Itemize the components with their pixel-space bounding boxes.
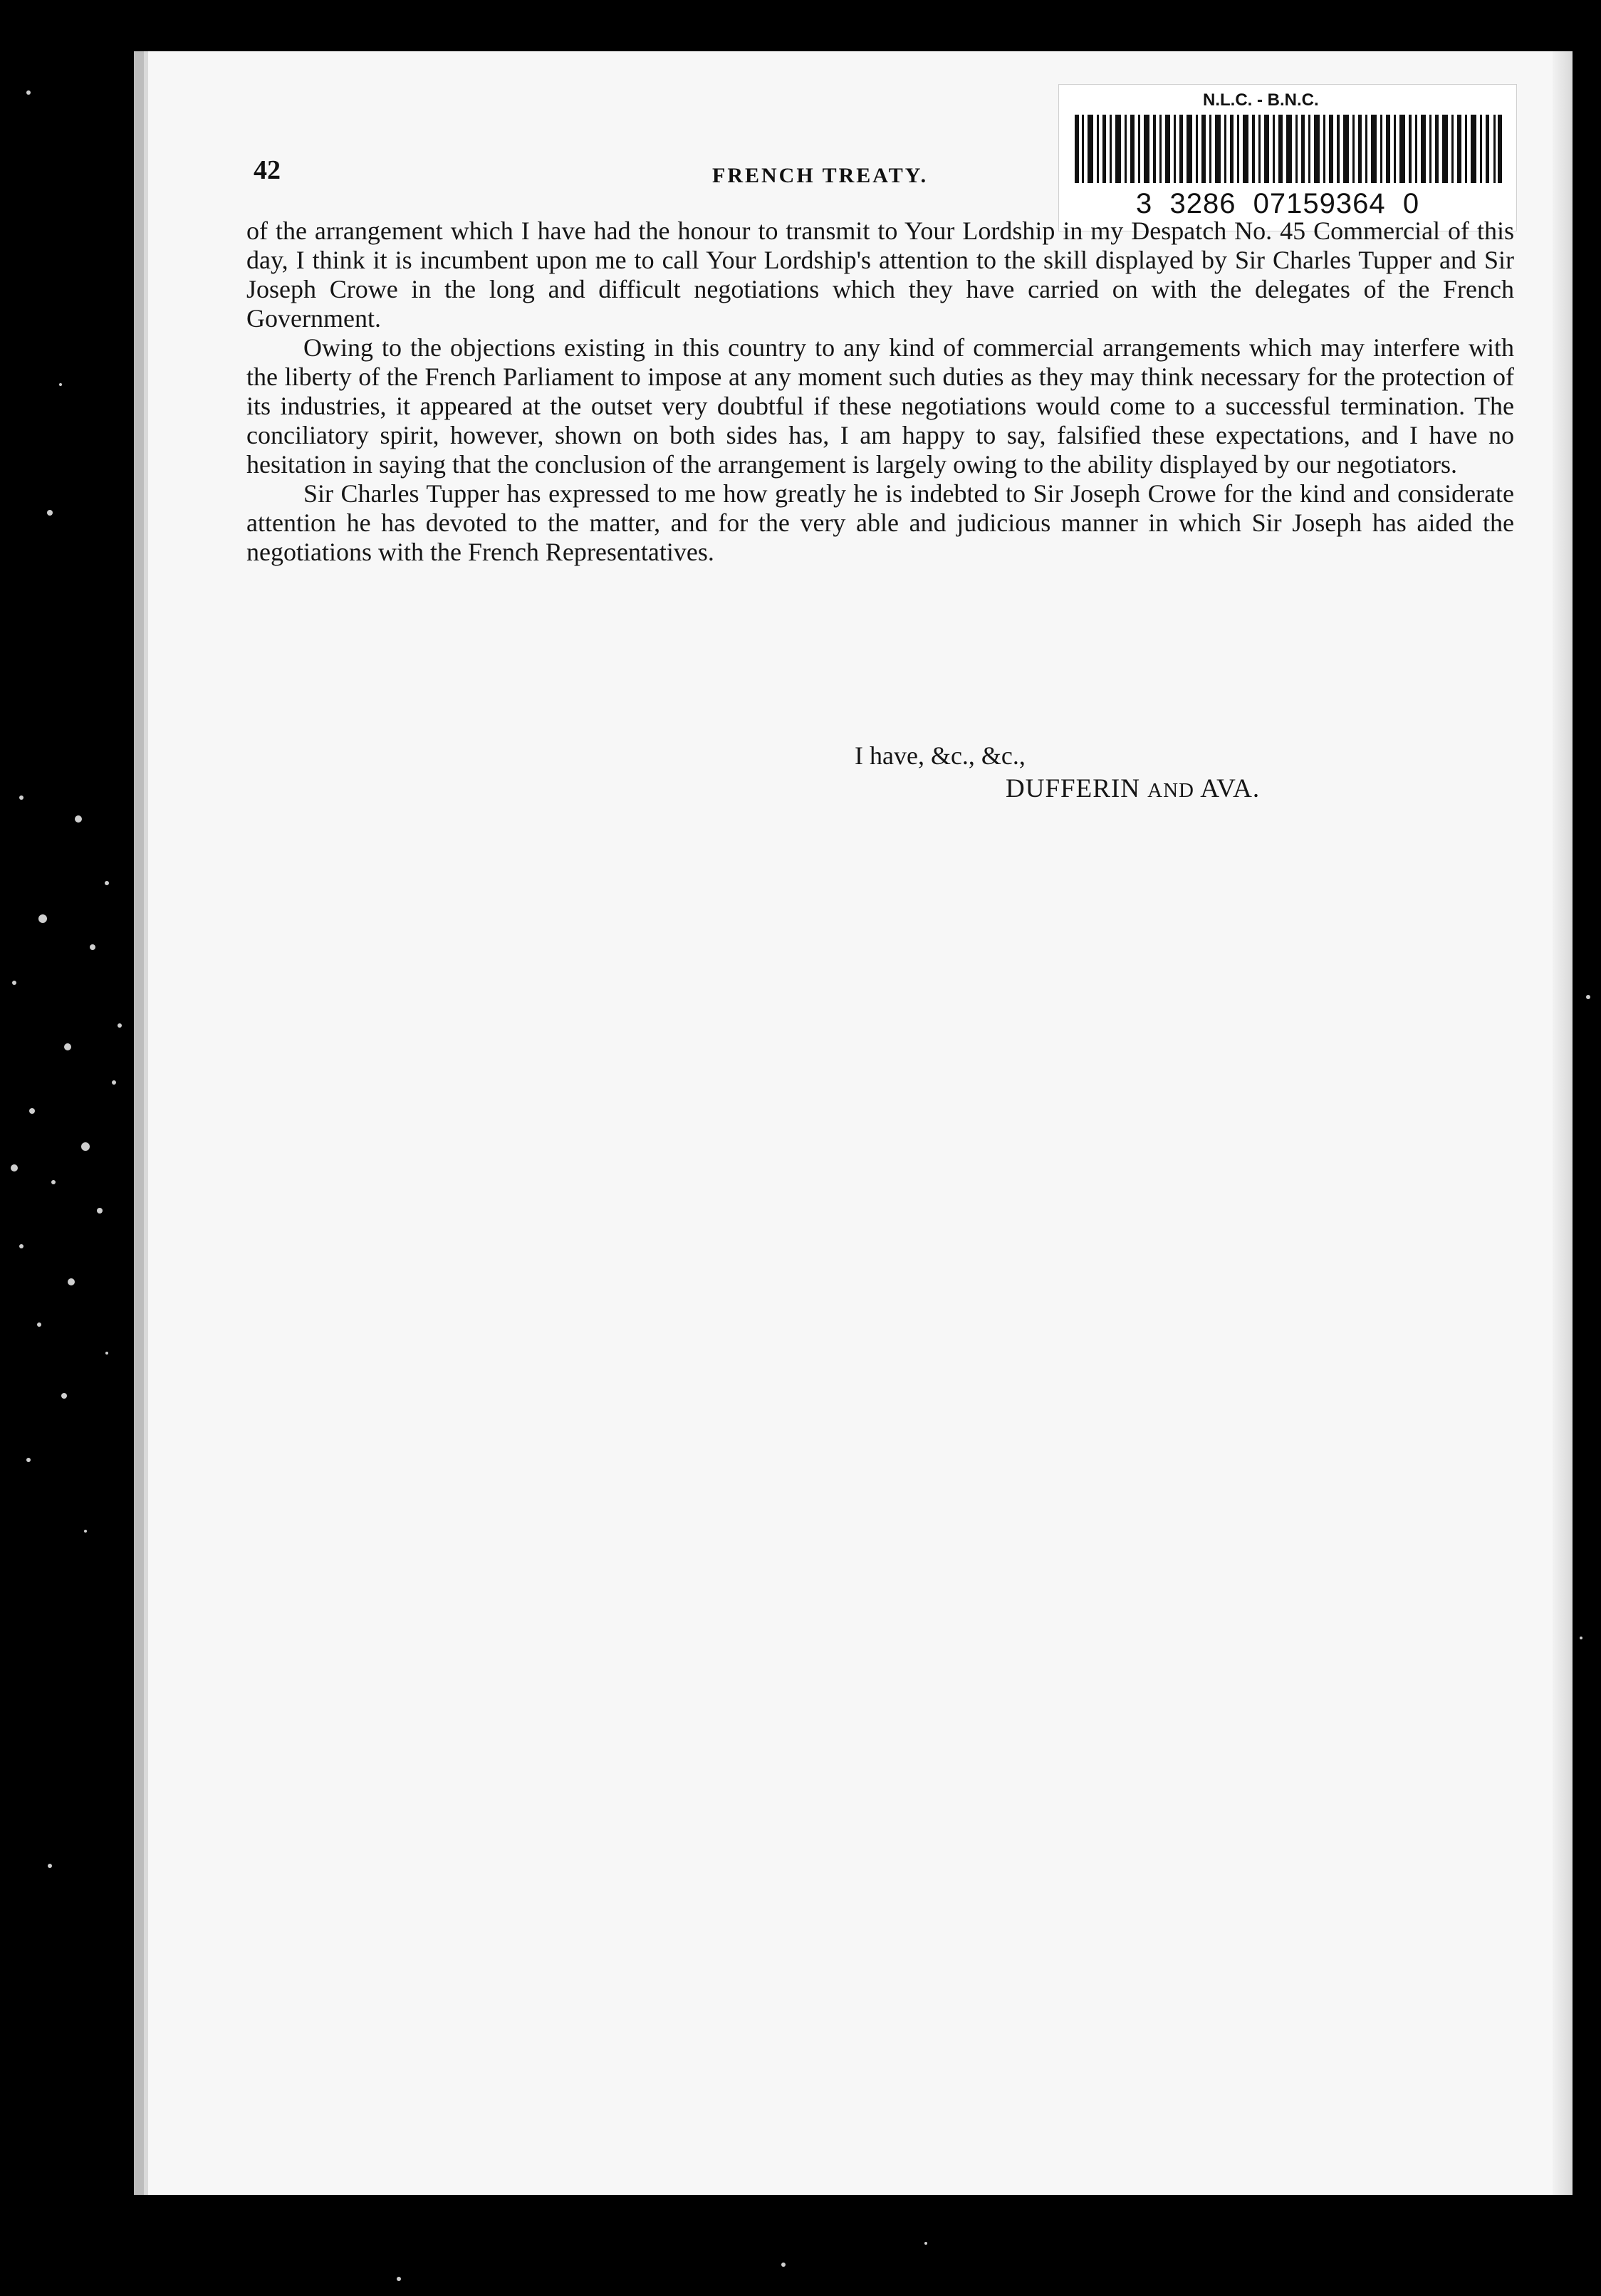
signature	[1006, 773, 1260, 804]
paragraph: Sir Charles Tupper has expressed to me how greatly he is indebted to Sir Joseph Crowe for the kind and considerate attention he has devoted to the matter, and for the very able and judicious manner in which Sir Joseph has aided the negotiations with the French Representatives.	[246, 479, 1514, 566]
document-page	[134, 51, 1573, 2195]
barcode-number: 3 3286 07159364 0	[1136, 188, 1420, 219]
letter-body	[246, 216, 1514, 567]
paragraph: Owing to the objections existing in this country to any kind of commercial arrangements which may interfere with the liberty of the French Parliament to impose at any moment such duties as they may think necessary for the protection of its industries, it appeared at the outset very doubtful if these negotiations would come to a successful termination. The conciliatory spirit, however, shown on both sides has, I am happy to say, falsified these expectations, and I have no hesitation in saying that the conclusion of the arrangement is largely owing to the ability displayed by our negotiators.	[246, 333, 1514, 479]
barcode-icon	[1075, 115, 1502, 183]
paragraph: of the arrangement which I have had the honour to transmit to Your Lordship in my Despatch No. 45 Commercial of this day, I think it is incumbent upon me to call Your Lordship's attention to the skill displayed by Sir Charles Tupper and Sir Joseph Crowe in the long and difficult negotiations which they have carried on with the delegates of the French Government.	[246, 216, 1514, 333]
signature-title: AVA.	[1200, 774, 1261, 803]
signature-and: AND	[1147, 779, 1195, 802]
library-barcode-label	[1058, 84, 1517, 231]
signature-name: DUFFERIN	[1006, 774, 1140, 803]
page-edge	[1553, 51, 1573, 2195]
page-number: 42	[254, 155, 281, 185]
barcode-institution: N.L.C. - B.N.C.	[1203, 90, 1319, 110]
closing-salutation: I have, &c., &c.,	[855, 741, 1026, 770]
running-head-title: FRENCH TREATY.	[712, 164, 929, 187]
